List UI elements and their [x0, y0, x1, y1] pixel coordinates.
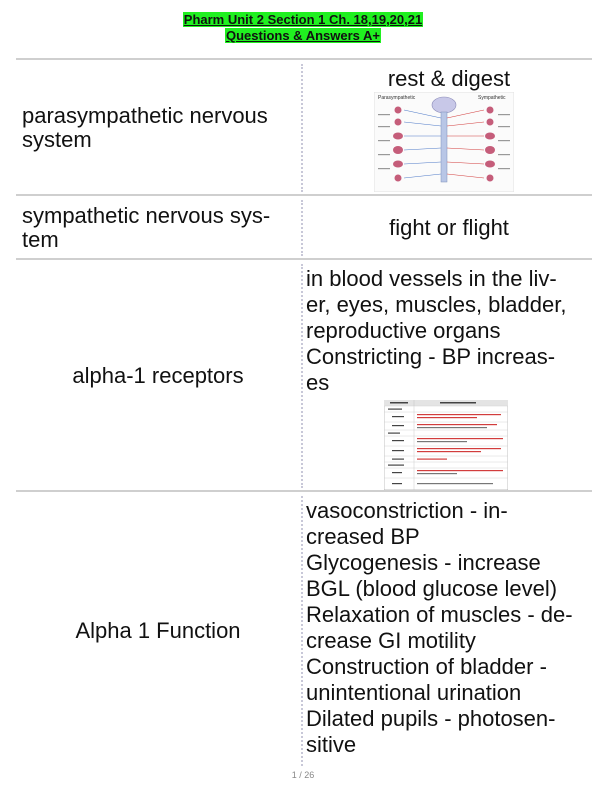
definition-text: Relaxation of muscles - de-	[306, 602, 573, 627]
page-header	[0, 12, 606, 44]
term-text: parasympathetic nervous	[22, 103, 268, 128]
term-text: alpha-1 receptors	[72, 363, 244, 388]
definition-text: er, eyes, muscles, bladder,	[306, 292, 567, 317]
term-text: Alpha 1 Function	[75, 618, 241, 643]
definition-text: es	[306, 370, 330, 395]
definition-text: rest & digest	[387, 66, 511, 91]
term-cell	[16, 196, 300, 260]
column-divider	[301, 200, 303, 256]
definition-text: vasoconstriction - in-	[306, 498, 508, 523]
definition-text: Glycogenesis - increase	[306, 550, 541, 575]
svg-text:Sympathetic: Sympathetic	[478, 95, 506, 101]
term-cell	[16, 60, 300, 196]
column-divider	[301, 64, 303, 192]
definition-text: Dilated pupils - photosen-	[306, 706, 556, 731]
flashcard-row	[16, 490, 592, 770]
definition-cell	[306, 60, 592, 196]
title-line-1: Pharm Unit 2 Section 1 Ch. 18,19,20,21	[183, 12, 423, 27]
term-cell	[16, 492, 300, 770]
definition-text: Construction of bladder -	[306, 654, 547, 679]
page-number: 1 / 26	[291, 770, 315, 780]
receptor-locations-table-image	[384, 400, 508, 490]
definition-text: fight or flight	[389, 215, 509, 240]
flashcard-row	[16, 258, 592, 492]
term-cell	[16, 260, 300, 492]
nervous-system-diagram-image	[374, 92, 514, 192]
definition-text: unintentional urination	[306, 680, 522, 705]
column-divider	[301, 496, 303, 766]
definition-cell	[306, 260, 592, 492]
definition-text: reproductive organs	[306, 318, 501, 343]
definition-text: crease GI motility	[306, 628, 476, 653]
definition-cell	[306, 196, 592, 260]
flashcard-row	[16, 194, 592, 260]
definition-text: sitive	[306, 732, 357, 757]
term-text: system	[22, 127, 92, 152]
definition-text: in blood vessels in the liv-	[306, 266, 557, 291]
column-divider	[301, 264, 303, 488]
flashcard-row	[16, 58, 592, 196]
term-text: sympathetic nervous sys-	[22, 203, 271, 228]
title-line-2: Questions & Answers A+	[226, 28, 380, 43]
svg-text:Parasympathetic: Parasympathetic	[378, 95, 416, 101]
term-text: tem	[22, 227, 59, 252]
definition-text: BGL (blood glucose level)	[306, 576, 558, 601]
definition-cell	[306, 492, 592, 770]
definition-text: creased BP	[306, 524, 420, 549]
definition-text: Constricting - BP increas-	[306, 344, 556, 369]
